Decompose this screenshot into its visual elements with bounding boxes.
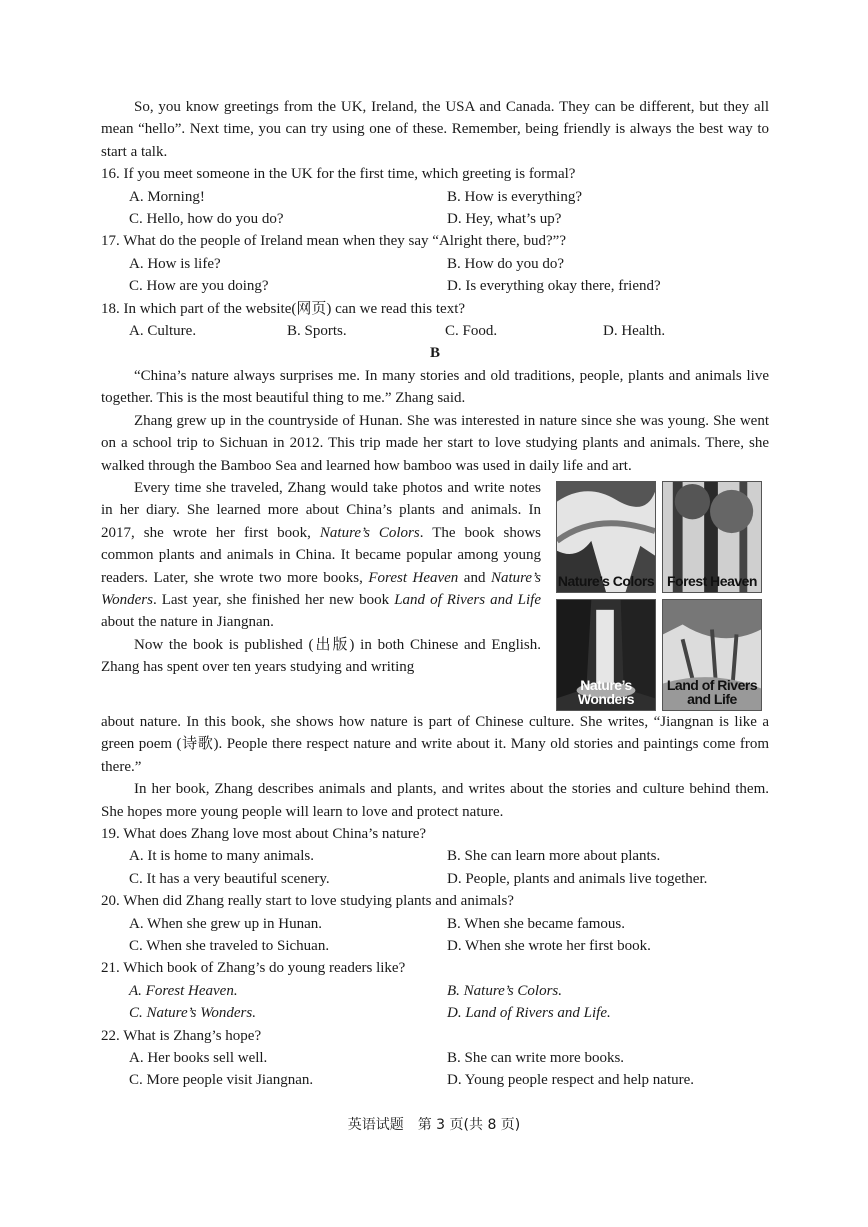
book-title: Land of Rivers and Life bbox=[394, 591, 541, 608]
book-title: Nature’s Wonders bbox=[101, 569, 541, 608]
option-a: A. Culture. bbox=[129, 323, 197, 340]
book-cover-natures-colors bbox=[556, 481, 656, 593]
option-c: C. When she traveled to Sichuan. bbox=[129, 937, 330, 954]
question-stem: 20. When did Zhang really start to love studying plants and animals? bbox=[101, 893, 514, 910]
question-20 bbox=[101, 890, 769, 957]
book-cover-grid bbox=[556, 481, 769, 711]
book-cover-natures-wonders bbox=[556, 599, 656, 711]
option-d: D. Land of Rivers and Life. bbox=[447, 1005, 611, 1022]
book-title: Nature’s Colors bbox=[319, 524, 420, 541]
option-d: D. Young people respect and help nature. bbox=[447, 1072, 695, 1089]
text-with-images bbox=[101, 477, 769, 711]
section-b-heading: B bbox=[429, 345, 440, 362]
passage-b-paragraph-4-end: about nature. In this book, she shows how nature is part of Chinese culture. She writes, “Jiangnan is like a green poem (诗歌). People there respect nature and write about it. Many old stories and paintings come from there.” bbox=[101, 713, 769, 775]
question-18 bbox=[101, 298, 769, 343]
option-b: B. When she became famous. bbox=[447, 915, 626, 932]
question-22 bbox=[101, 1025, 769, 1092]
question-19 bbox=[101, 823, 769, 890]
option-a: A. It is home to many animals. bbox=[129, 848, 314, 865]
option-d: D. Hey, what’s up? bbox=[447, 211, 562, 228]
page-footer: 英语试题 第 3 页(共 8 页) bbox=[347, 1117, 521, 1133]
question-17 bbox=[101, 230, 769, 297]
question-21 bbox=[101, 957, 769, 1024]
passage-b-paragraph-3: Every time she traveled, Zhang would take photos and write notes in her diary. She learned more about China’s plants and animals. In 2017, she wrote her first book, Nature’s Colors. The book shows common plants and animals in China. It became popular among young readers. Later, she wrote two more books, Forest Heaven and Nature’s Wonders. Last year, she finished her new book Land of Rivers and Life about the nature in Jiangnan. bbox=[101, 479, 541, 631]
passage-b-paragraph-1: “China’s nature always surprises me. In many stories and old traditions, people, plants and animals live together. This is the most beautiful thing to me.” Zhang said. bbox=[101, 367, 769, 407]
option-d: D. When she wrote her first book. bbox=[447, 937, 651, 954]
option-a: A. Her books sell well. bbox=[129, 1050, 268, 1066]
question-stem: 16. If you meet someone in the UK for the first time, which greeting is formal? bbox=[101, 166, 576, 183]
option-c: C. Nature’s Wonders. bbox=[129, 1005, 256, 1022]
option-a: A. How is life? bbox=[129, 255, 221, 272]
passage-b-paragraph-5: In her book, Zhang describes animals and plants, and writes about the stories and culture behind them. She hopes more young people will learn to love and protect nature. bbox=[101, 781, 769, 820]
cover-title: Forest Heaven bbox=[667, 572, 757, 589]
option-d: D. Is everything okay there, friend? bbox=[447, 278, 661, 295]
cover-title: Nature’s Wonders bbox=[577, 676, 635, 707]
passage-a-conclusion: So, you know greetings from the UK, Ireland, the USA and Canada. They can be different, but they all mean “hello”. Next time, you can try using one of these. Remember, being friendly is always the best way to start a talk. bbox=[101, 99, 769, 160]
page-content bbox=[101, 96, 769, 1092]
question-stem: 18. In which part of the website(网页) can we read this text? bbox=[101, 300, 466, 317]
question-stem: 22. What is Zhang’s hope? bbox=[101, 1027, 262, 1044]
option-b: B. She can write more books. bbox=[447, 1050, 625, 1066]
option-c: C. How are you doing? bbox=[129, 278, 269, 295]
option-b: B. How is everything? bbox=[447, 188, 582, 205]
passage-b-paragraph-4-start: Now the book is published (出版) in both Chinese and English. Zhang has spent over ten years studying and writing bbox=[101, 636, 541, 676]
option-c: C. Food. bbox=[445, 323, 498, 340]
question-16 bbox=[101, 163, 769, 230]
option-b: B. Sports. bbox=[287, 323, 347, 340]
question-stem: 21. Which book of Zhang’s do young readers like? bbox=[101, 960, 406, 977]
question-stem: 17. What do the people of Ireland mean when they say “Alright there, bud?”? bbox=[101, 233, 566, 250]
option-b: B. She can learn more about plants. bbox=[447, 848, 661, 865]
option-b: B. Nature’s Colors. bbox=[447, 982, 563, 999]
passage-b-paragraph-2: Zhang grew up in the countryside of Hunan. She was interested in nature since she was young. She went on a school trip to Sichuan in 2012. This trip made her start to love studying plants and animals. There, she walked through the Bamboo Sea and learned how bamboo was used in daily life and art. bbox=[101, 412, 769, 474]
option-a: A. Morning! bbox=[129, 188, 205, 205]
option-d: D. People, plants and animals live together. bbox=[447, 870, 708, 887]
option-d: D. Health. bbox=[603, 323, 666, 340]
option-a: A. Forest Heaven. bbox=[129, 982, 238, 999]
option-c: C. More people visit Jiangnan. bbox=[129, 1072, 314, 1089]
option-c: C. It has a very beautiful scenery. bbox=[129, 870, 330, 887]
option-c: C. Hello, how do you do? bbox=[129, 211, 284, 228]
cover-title: Nature’s Colors bbox=[557, 572, 655, 589]
book-cover-forest-heaven bbox=[662, 481, 762, 593]
cover-title: Land of Rivers and Life bbox=[666, 676, 758, 707]
option-a: A. When she grew up in Hunan. bbox=[129, 915, 323, 932]
book-title: Forest Heaven bbox=[368, 569, 459, 586]
question-stem: 19. What does Zhang love most about China’s nature? bbox=[101, 825, 427, 842]
option-b: B. How do you do? bbox=[447, 255, 565, 272]
book-cover-land-of-rivers-and-life bbox=[662, 599, 762, 711]
